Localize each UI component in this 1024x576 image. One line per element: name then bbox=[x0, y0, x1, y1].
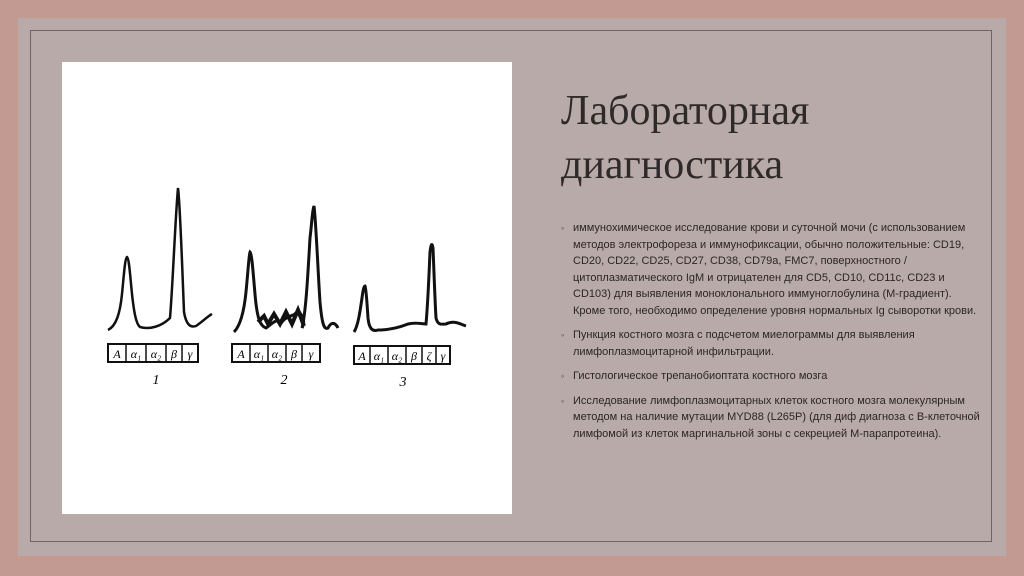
electrophoresis-drawing bbox=[62, 62, 512, 514]
panel-3-fraction: α₁ bbox=[373, 349, 385, 363]
bullet-item bbox=[561, 368, 981, 385]
bullet-marker-icon: ◦ bbox=[561, 330, 565, 340]
panel-3-fraction: α₂ bbox=[391, 349, 403, 363]
bullet-text: Пункция костного мозга с подсчетом миелограммы для выявления лимфоплазмоцитарной инфильтрации. bbox=[573, 329, 915, 358]
panel-3-number: 3 bbox=[399, 375, 407, 390]
panel-2-fraction: A bbox=[237, 347, 245, 361]
panel-2-noise bbox=[258, 310, 304, 326]
electrophoresis-figure bbox=[62, 62, 512, 514]
bullet-text: Гистологическое трепанобиоптата костного мозга bbox=[573, 370, 828, 382]
bullet-item bbox=[561, 393, 981, 443]
slide bbox=[18, 18, 1006, 556]
bullet-marker-icon: ◦ bbox=[561, 371, 565, 381]
slide-title-line-1: Лабораторная bbox=[561, 88, 810, 134]
panel-2-fraction: β bbox=[291, 347, 297, 361]
bullet-item bbox=[561, 220, 981, 319]
panel-1-number: 1 bbox=[152, 373, 160, 388]
panel-3-fraction: γ bbox=[440, 349, 446, 363]
bullet-list bbox=[561, 220, 981, 450]
bullet-item bbox=[561, 327, 981, 360]
panel-3-fraction: A bbox=[358, 349, 366, 363]
panel-3-fraction: β bbox=[411, 349, 417, 363]
panel-3-curve bbox=[354, 245, 466, 332]
bullet-marker-icon: ◦ bbox=[561, 223, 565, 233]
panel-3 bbox=[354, 245, 466, 390]
panel-1-fraction: β bbox=[171, 347, 177, 361]
bullet-text: Исследование лимфоплазмоцитарных клеток костного мозга молекулярным методом на наличие мутации MYD88 (L265P) (для диф диагноза с В-клеточной лимфомой из клеток маргинальной зоны с секрецией М-парапротеина). bbox=[573, 394, 980, 440]
panel-2-number: 2 bbox=[280, 373, 288, 388]
panel-1-fraction: α₂ bbox=[150, 347, 162, 361]
panel-1-fraction: α₁ bbox=[130, 347, 142, 361]
panel-2-fraction: γ bbox=[308, 347, 314, 361]
slide-title-line-2: диагностика bbox=[561, 142, 784, 188]
panel-1-curve bbox=[108, 188, 212, 330]
panel-2 bbox=[232, 206, 338, 388]
panel-1-fraction: γ bbox=[187, 347, 193, 361]
slide-title bbox=[561, 84, 981, 192]
panel-2-fraction: α₁ bbox=[253, 347, 265, 361]
panel-3-fraction: ζ bbox=[426, 349, 432, 363]
panel-1-fraction: A bbox=[113, 347, 121, 361]
bullet-marker-icon: ◦ bbox=[561, 395, 565, 406]
panel-2-fraction: α₂ bbox=[271, 347, 283, 361]
panel-1 bbox=[108, 188, 212, 388]
bullet-text: иммунохимическое исследование крови и суточной мочи (с использованием методов электрофореза и иммунофиксации, обычно положительные: CD19, CD20, CD22, CD25, CD27, CD38, CD79a, FMC7, поверхностного / цитоплазматического IgM и отрицателен для CD5, CD10, CD11c, CD23 и CD103) для выявления моноклонального иммуноглобулина (М-градиент). Кроме того, необходимо определение уровня нормальных Ig сыворотки крови. bbox=[573, 222, 977, 317]
